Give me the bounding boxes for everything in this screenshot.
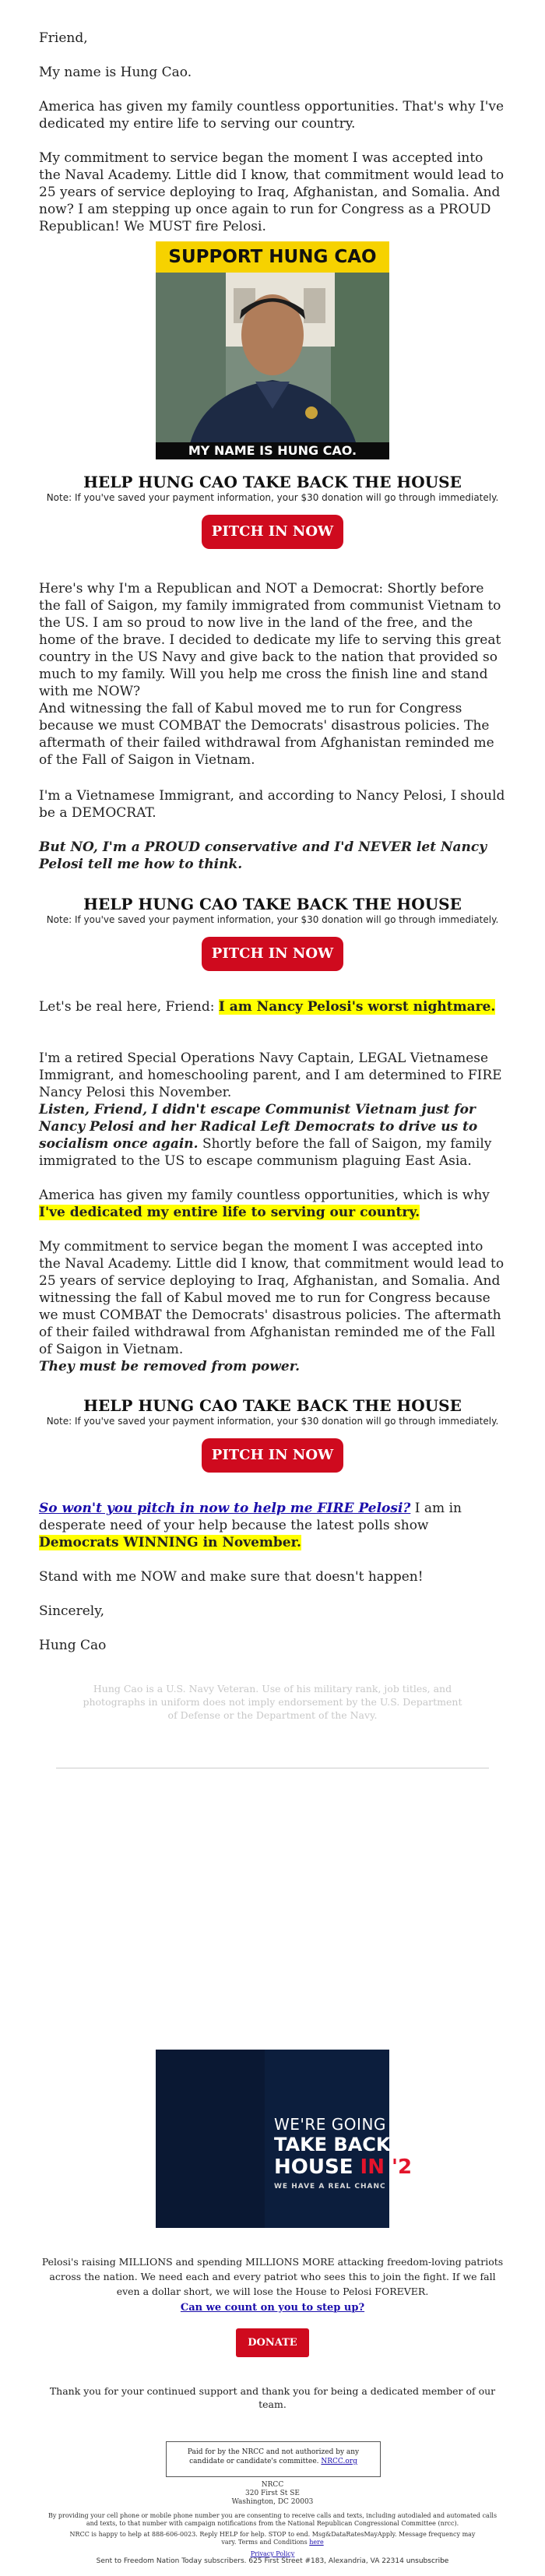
donate-button[interactable]: DONATE [236,2328,309,2357]
sms-consent: By providing your cell phone or mobile phone number you are consenting to receive calls and texts, including autodialed and automated calls and texts, to that number with campaign notifications from the National Republican Congressional Committee (nrcc). [47,2512,498,2527]
candidate-photo [156,241,389,459]
cta-block [39,1397,506,1473]
greeting: Friend, [39,30,88,46]
paragraph: America has given my family countless opportunities. That's why I've dedicated my entire life to serving our country. [39,99,505,132]
hero-image [156,241,389,459]
cta-note: Note: If you've saved your payment information, your $30 donation will go through immediately. [46,492,499,503]
paragraph: Here's why I'm a Republican and NOT a Democrat: Shortly before the fall of Saigon, my family immigrated from communist Vietnam to the US. I am so proud to now live in the land of the free, and the home of the brave. I decided to dedicate my life to serving this great country in the US Navy and give back to the nation that provided so much to my family. Will you help me cross the finish line and stand with me NOW? [39,581,501,699]
cta-heading: HELP HUNG CAO TAKE BACK THE HOUSE [83,1396,462,1415]
emphasis-text: Listen, Friend, I didn't escape Communist Vietnam just for Nancy Pelosi and her Radical Left Democrats to drive us to socialism once again. [39,1102,478,1152]
text: Shortly before the fall of Saigon, my family immigrated to the US to escape communism plaguing East Asia. [39,1136,492,1169]
nrcc-banner-image [156,2050,426,2228]
cta-heading: HELP HUNG CAO TAKE BACK THE HOUSE [83,473,462,491]
sms-help [62,2531,483,2546]
banner-text-line: WE'RE GOING T [274,2115,402,2134]
paragraph: My commitment to service began the moment I was accepted into the Naval Academy. Little did I know, that commitment would lead to 25 years of service deploying to Iraq, Afghanistan, and Somalia. And now? I am stepping up once again to run for Congress as a PROUD Republican! We MUST fire Pelosi. [39,150,505,234]
nrcc-link[interactable]: NRCC.org [321,2458,357,2465]
intro-line: My name is Hung Cao. [39,65,192,80]
banner-text-line: WE HAVE A REAL CHANC [274,2183,386,2191]
emphasis-paragraph: But NO, I'm a PROUD conservative and I'd NEVER let Nancy Pelosi tell me how to think. [39,839,487,872]
nrcc-question [39,2301,506,2315]
military-disclaimer: Hung Cao is a U.S. Navy Veteran. Use of his military rank, job titles, and photographs in uniform does not imply endorsement by the U.S. Department of Defense or the Department of the Navy. [83,1683,462,1721]
cta-note: Note: If you've saved your payment information, your $30 donation will go through immediately. [46,1416,499,1427]
org-name: NRCC [261,2481,284,2489]
signature: Hung Cao [39,1638,107,1653]
text: Paid for by the NRCC and not authorized by any candidate or candidate's committee. [187,2448,360,2465]
text: NRCC is happy to help at 888-606-0023. Reply HELP for help. STOP to end. Msg&DataRatesMayApply. Message frequency may vary. Terms and Conditions [69,2531,476,2546]
text: Let's be real here, Friend: [39,999,219,1015]
hero-top-banner: SUPPORT HUNG CAO [156,241,389,273]
thanks-text: Thank you for your continued support and thank you for being a dedicated member of our team. [49,2385,496,2410]
unsubscribe-link[interactable]: unsubscribe [406,2557,449,2565]
highlighted-text: I am Nancy Pelosi's worst nightmare. [218,999,496,1015]
paragraph [39,1101,506,1170]
org-address-line: 320 First St SE [245,2490,300,2497]
text: I am in desperate need of your help because the latest polls show [39,1501,462,1533]
banner-text: HOUSE [274,2155,360,2179]
pitch-in-button[interactable]: PITCH IN NOW [202,1438,343,1473]
text: America has given my family countless opportunities, which is why [39,1188,490,1203]
footer-address: 625 First Street #183, Alexandria, VA 22314 [248,2557,404,2565]
paid-for-box [166,2441,381,2477]
paragraph [39,1187,506,1221]
paragraph: Stand with me NOW and make sure that doesn't happen! [39,1569,424,1585]
signoff: Sincerely, [39,1603,104,1619]
cta-block [39,473,506,549]
sent-to-text: Sent to Freedom Nation Today subscribers. [96,2557,247,2565]
highlighted-text: Democrats WINNING in November. [39,1535,301,1550]
cta-note: Note: If you've saved your payment information, your $30 donation will go through immediately. [46,914,499,925]
hero-caption: MY NAME IS HUNG CAO. [156,442,389,459]
banner-text-line: TAKE BACK TH [274,2134,426,2155]
paragraph: I'm a Vietnamese Immigrant, and according to Nancy Pelosi, I should be a DEMOCRAT. [39,788,505,821]
cta-heading: HELP HUNG CAO TAKE BACK THE HOUSE [83,895,462,913]
terms-link[interactable]: here [309,2539,324,2546]
footer-sent-to [39,2557,506,2566]
paragraph [39,1500,506,1551]
pitch-in-button[interactable]: PITCH IN NOW [202,937,343,971]
highlighted-text: I've dedicated my entire life to serving our country. [39,1205,420,1220]
paragraph: I'm a retired Special Operations Navy Captain, LEGAL Vietnamese Immigrant, and homeschooling parent, and I am determined to FIRE Nancy Pelosi this November. [39,1050,502,1100]
paragraph: And witnessing the fall of Kabul moved me to run for Congress because we must COMBAT the Democrats' disastrous policies. The aftermath of their failed withdrawal from Afghanistan reminded me of the Fall of Saigon in Vietnam. [39,701,494,768]
privacy-policy-link[interactable]: Privacy Policy [250,2550,295,2557]
emphasis-paragraph: They must be removed from power. [39,1359,301,1374]
banner-text-line [274,2155,412,2179]
org-address-line: Washington, DC 20003 [231,2498,314,2506]
pitch-in-button[interactable]: PITCH IN NOW [202,515,343,549]
nrcc-body: Pelosi's raising MILLIONS and spending MILLIONS MORE attacking freedom-loving patriots across the nation. We need each and every patriot who sees this to join the fight. If we fall even a dollar short, we will lose the House to Pelosi FOREVER. [41,2256,504,2297]
paragraph: My commitment to service began the moment I was accepted into the Naval Academy. Little did I know, that commitment would lead to 25 years of service deploying to Iraq, Afghanistan, and Somalia. And witnessing the fall of Kabul moved me to run for Congress because we must COMBAT the Democrats' disastrous policies. The aftermath of their failed withdrawal from Afghanistan reminded me of the Fall of Saigon in Vietnam. [39,1239,505,1357]
paid-for-text [167,2442,380,2466]
cta-block [39,896,506,971]
paragraph [39,998,506,1015]
banner-text: IN '2 [360,2155,413,2179]
count-on-you-link[interactable]: Can we count on you to step up? [180,2302,365,2314]
fire-pelosi-link[interactable]: So won't you pitch in now to help me FIRE Pelosi? [39,1501,411,1516]
